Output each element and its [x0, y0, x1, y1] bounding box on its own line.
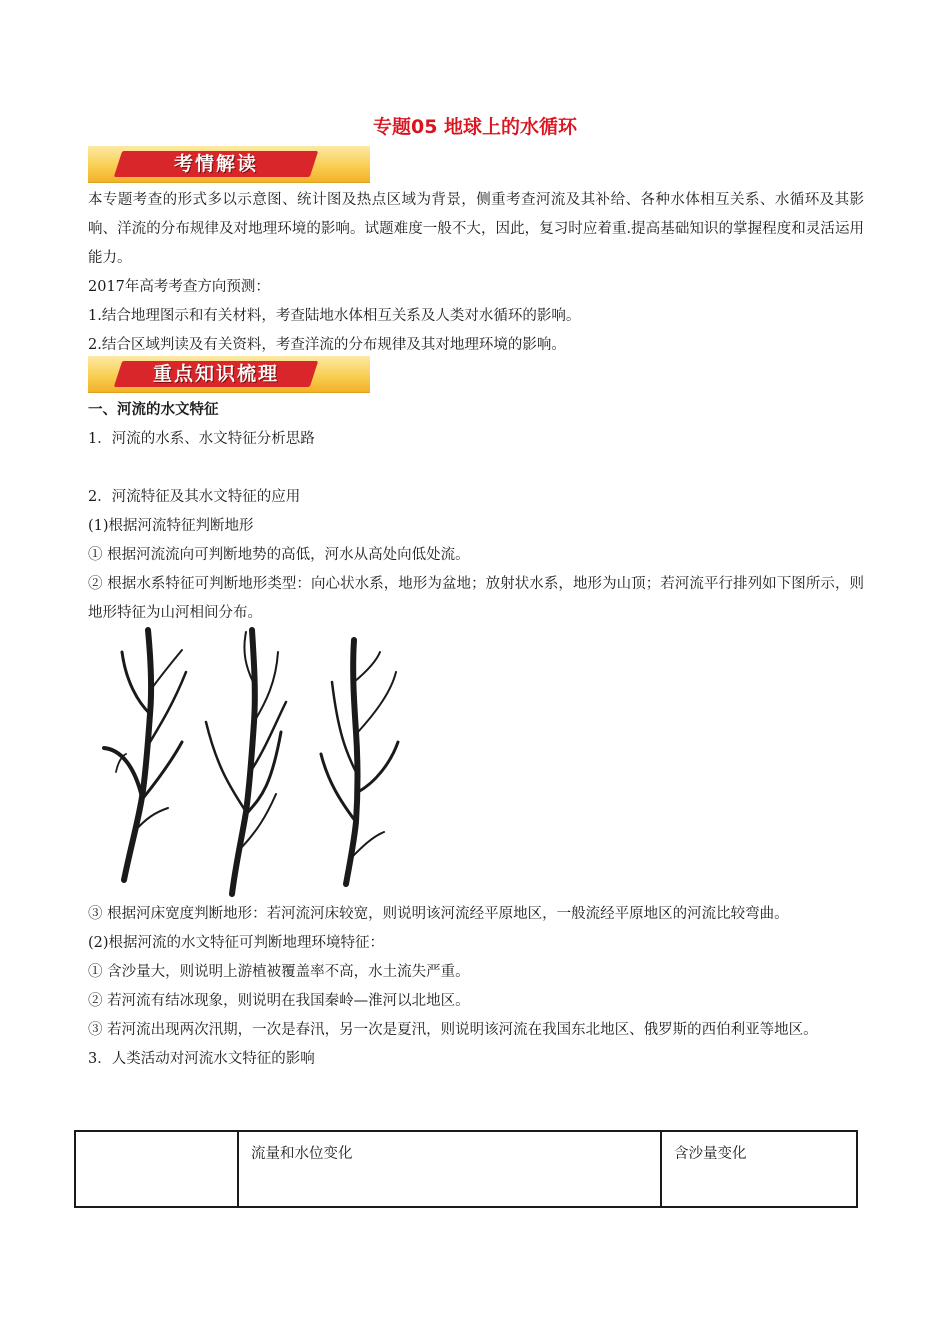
- table-header-cell: [75, 1131, 238, 1207]
- subitem-1b: ② 根据水系特征可判断地形类型：向心状水系，地形为盆地；放射状水系，地形为山顶；若河流平行排列如下图所示，则地形特征为山河相间分布。: [88, 576, 864, 621]
- forecast-item-2: 2.结合区域判读及有关资料，考查洋流的分布规律及其对地理环境的影响。: [88, 337, 566, 353]
- item-1: 1．河流的水系、水文特征分析思路: [88, 431, 315, 447]
- banner-exam-analysis: [88, 146, 370, 183]
- subitem-2b: ② 若河流有结冰现象，则说明在我国秦岭—淮河以北地区。: [88, 993, 470, 1009]
- blank-line: [88, 454, 864, 483]
- section-heading: 一、河流的水文特征: [88, 402, 219, 418]
- page-title: 专题05 地球上的水循环: [372, 116, 578, 138]
- forecast-item-1: 1.结合地理图示和有关材料，考查陆地水体相互关系及人类对水循环的影响。: [88, 308, 581, 324]
- subitem-2a: ① 含沙量大，则说明上游植被覆盖率不高，水土流失严重。: [88, 964, 470, 980]
- section-1-bottom: [88, 900, 864, 1074]
- river-2: [206, 630, 286, 894]
- banner-label: 考情解读: [173, 153, 258, 175]
- subitem-2: (2)根据河流的水文特征可判断地理环境特征：: [88, 935, 385, 951]
- item-3: 3．人类活动对河流水文特征的影响: [88, 1051, 315, 1067]
- river-3: [321, 640, 398, 884]
- table-header-cell: 流量和水位变化: [238, 1131, 661, 1207]
- intro-block: [88, 186, 864, 360]
- forecast-heading: 2017年高考考查方向预测：: [88, 279, 270, 295]
- human-impact-table: [74, 1130, 858, 1208]
- item-2: 2．河流特征及其水文特征的应用: [88, 489, 301, 505]
- intro-paragraph: 本专题考查的形式多以示意图、统计图及热点区域为背景，侧重考查河流及其补给、各种水体相互关系、水循环及其影响、洋流的分布规律及对地理环境的影响。试题难度一般不大，因此，复习时应着重.提高基础知识的掌握程度和灵活运用能力。: [88, 192, 864, 266]
- section-1-top: [88, 396, 864, 628]
- subitem-2c: ③ 若河流出现两次汛期，一次是春汛，另一次是夏汛，则说明该河流在我国东北地区、俄罗斯的西伯利亚等地区。: [88, 1022, 818, 1038]
- subitem-1: (1)根据河流特征判断地形: [88, 518, 254, 534]
- table-header-cell: 含沙量变化: [661, 1131, 857, 1207]
- subitem-1a: ① 根据河流流向可判断地势的高低，河水从高处向低处流。: [88, 547, 470, 563]
- table-header-row: [75, 1131, 857, 1207]
- banner-key-knowledge: [88, 356, 370, 393]
- subitem-1c: ③ 根据河床宽度判断地形：若河流河床较宽，则说明该河流经平原地区，一般流经平原地区的河流比较弯曲。: [88, 906, 789, 922]
- parallel-rivers-figure: [96, 622, 416, 902]
- banner-label: 重点知识梳理: [152, 363, 279, 385]
- river-1: [104, 630, 186, 880]
